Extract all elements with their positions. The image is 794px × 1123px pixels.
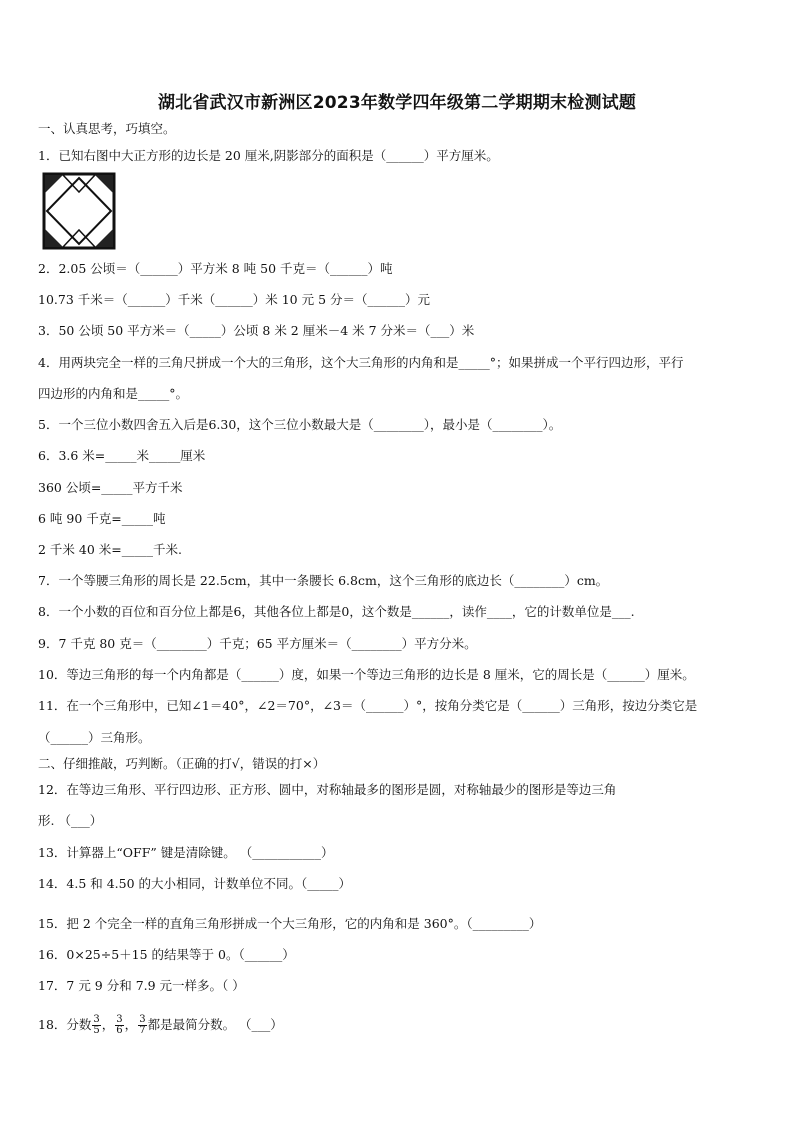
question-line-q13: 13．计算器上“OFF” 键是清除键。 （___________）	[38, 845, 334, 860]
question-line-q2a: 2．2.05 公顷＝（______）平方米 8 吨 50 千克＝（______）吨	[38, 261, 393, 276]
question-line-q1: 1．已知右图中大正方形的边长是 20 厘米,阴影部分的面积是（______）平方厘米。	[38, 148, 499, 163]
q18-prefix: 18．分数	[38, 1017, 92, 1032]
question-line-q17: 17．7 元 9 分和 7.9 元一样多。（ ）	[38, 978, 245, 993]
question-line-q6a: 6．3.6 米=_____米_____厘米	[38, 448, 206, 463]
question-line-q8: 8．一个小数的百位和百分位上都是6，其他各位上都是0，这个数是______，读作____，它的计数单位是___.	[38, 604, 635, 619]
q18-suffix: 都是最简分数。 （___）	[147, 1017, 283, 1032]
question-line-s1: 一、认真思考，巧填空。	[38, 121, 176, 136]
question-line-q4a: 4．用两块完全一样的三角尺拼成一个大的三角形，这个大三角形的内角和是_____°；如果拼成一个平行四边形，平行	[38, 355, 684, 370]
question-line-q2b: 10.73 千米＝（______）千米（______）米 10 元 5 分＝（______）元	[38, 292, 431, 307]
question-line-q3: 3．50 公顷 50 平方米＝（_____）公顷 8 米 2 厘米－4 米 7 分米＝（___）米	[38, 323, 475, 338]
question-line-q9: 9．7 千克 80 克＝（________）千克；65 平方厘米＝（________）平方分米。	[38, 636, 477, 651]
page-title: 湖北省武汉市新洲区2023年数学四年级第二学期期末检测试题	[157, 93, 637, 113]
question-line-q5: 5．一个三位小数四舍五入后是6.30，这个三位小数最大是（________），最小是（________）。	[38, 417, 562, 432]
question-line-q16: 16．0×25÷5＋15 的结果等于 0。（______）	[38, 947, 295, 962]
question-line-q11a: 11．在一个三角形中，已知∠1＝40°，∠2＝70°，∠3＝（______）°，按角分类它是（______）三角形，按边分类它是	[38, 698, 698, 713]
question-line-q4b: 四边形的内角和是_____°。	[38, 386, 189, 401]
fraction-1: $\frac{3}{5}$	[93, 1014, 100, 1036]
square-figure-q1	[42, 172, 116, 250]
fraction-3: $\frac{3}{7}$	[139, 1014, 146, 1036]
question-line-q14: 14．4.5 和 4.50 的大小相同，计数单位不同。（_____）	[38, 876, 352, 891]
question-line-q12b: 形. （___）	[38, 813, 103, 828]
question-line-q7: 7．一个等腰三角形的周长是 22.5cm，其中一条腰长 6.8cm，这个三角形的底边长（________）cm。	[38, 573, 609, 588]
question-line-q11b: （______）三角形。	[38, 730, 151, 745]
question-line-q6d: 2 千米 40 米=_____千米.	[38, 542, 182, 557]
question-line-q15: 15．把 2 个完全一样的直角三角形拼成一个大三角形，它的内角和是 360°。（_________）	[38, 916, 542, 931]
fraction-2: $\frac{3}{6}$	[116, 1014, 123, 1036]
question-line-q10: 10．等边三角形的每一个内角都是（______）度，如果一个等边三角形的边长是 8 厘米，它的周长是（______）厘米。	[38, 667, 695, 682]
question-line-q6c: 6 吨 90 千克=_____吨	[38, 511, 166, 526]
question-line-q12a: 12．在等边三角形、平行四边形、正方形、圆中，对称轴最多的图形是圆，对称轴最少的图形是等边三角	[38, 782, 617, 797]
question-line-s2: 二、仔细推敲，巧判断。（正确的打√，错误的打×）	[38, 756, 326, 771]
question-18: 18．分数 $\frac{3}{5}$ ， $\frac{3}{6}$ ， $\frac{3}{7}$ 都是最简分数。 （___）	[38, 1014, 283, 1036]
question-line-q6b: 360 公顷=_____平方千米	[38, 480, 183, 495]
